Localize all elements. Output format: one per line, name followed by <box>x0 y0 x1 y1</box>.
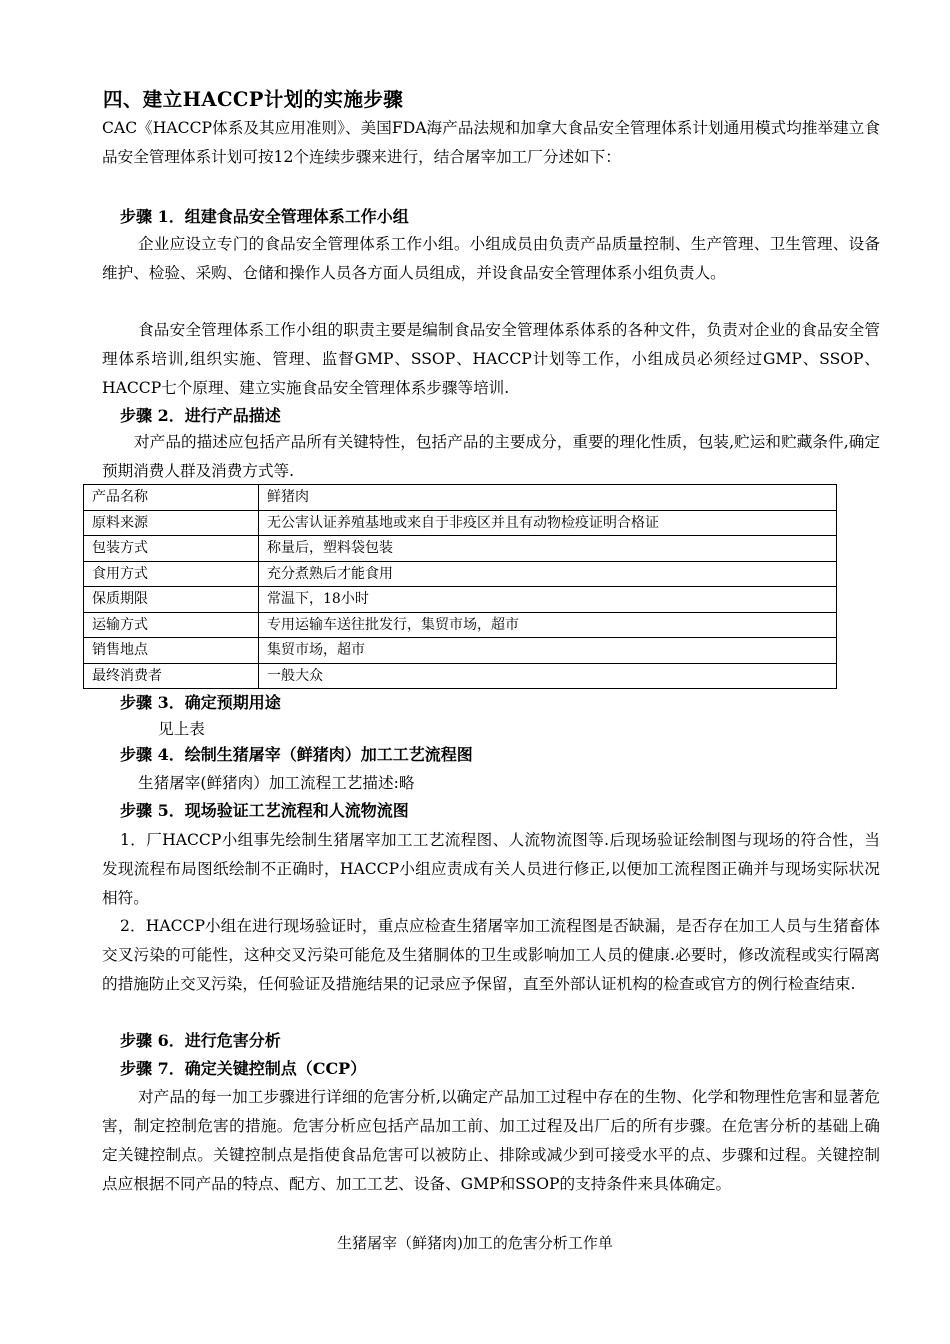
step-2-paragraph: 对产品的描述应包括产品所有关键特性，包括产品的主要成分，重要的理化性质，包装,贮运和贮藏条件,确定预期消费人群及消费方式等. <box>102 433 880 480</box>
table-row <box>84 612 837 638</box>
step-5-paragraph-2: 2．HACCP小组在进行现场验证时，重点应检查生猪屠宰加工流程图是否缺漏，是否存在加工人员与生猪畜体交叉污染的可能性，这种交叉污染可能危及生猪胴体的卫生或影响加工人员的健康.必要时，修改流程或实行隔离的措施防止交叉污染，任何验证及措施结果的记录应予保留，直至外部认证机构的检查或官方的例行检查结束. <box>102 917 880 993</box>
step-1-heading: 步骤 1．组建食品安全管理体系工作小组 <box>120 207 409 226</box>
table-row <box>84 485 837 511</box>
step-4-text: 生猪屠宰(鲜猪肉）加工流程工艺描述:略 <box>138 774 415 792</box>
table-cell-label: 产品名称 <box>84 485 259 511</box>
step-3-text: 见上表 <box>158 720 205 738</box>
step-5-heading: 步骤 5．现场验证工艺流程和人流物流图 <box>120 801 409 820</box>
table-row <box>84 587 837 613</box>
table-cell-value: 一般大众 <box>259 663 837 689</box>
table-row <box>84 638 837 664</box>
table-cell-value: 专用运输车送往批发行，集贸市场，超市 <box>259 612 837 638</box>
step-4-heading: 步骤 4．绘制生猪屠宰（鲜猪肉）加工工艺流程图 <box>120 745 473 764</box>
table-cell-value: 常温下，18小时 <box>259 587 837 613</box>
table-cell-label: 最终消费者 <box>84 663 259 689</box>
step-7-heading: 步骤 7．确定关键控制点（CCP） <box>120 1059 367 1078</box>
intro-paragraph: CAC《HACCP体系及其应用准则》、美国FDA海产品法规和加拿大食品安全管理体系计划通用模式均推举建立食品安全管理体系计划可按12个连续步骤来进行，结合屠宰加工厂分述如下： <box>102 119 880 166</box>
table-cell-label: 销售地点 <box>84 638 259 664</box>
table-cell-value: 鲜猪肉 <box>259 485 837 511</box>
step-5-paragraph-1: 1．厂HACCP小组事先绘制生猪屠宰加工工艺流程图、人流物流图等.后现场验证绘制图与现场的符合性，当发现流程布局图纸绘制不正确时，HACCP小组应责成有关人员进行修正,以便加工流程图正确并与现场实际状况相符。 <box>102 831 880 907</box>
section-title: 四、建立HACCP计划的实施步骤 <box>103 88 404 111</box>
table-caption: 生猪屠宰（鲜猪肉)加工的危害分析工作单 <box>337 1234 613 1252</box>
table-cell-label: 运输方式 <box>84 612 259 638</box>
step-1-paragraph-2: 食品安全管理体系工作小组的职责主要是编制食品安全管理体系体系的各种文件，负责对企业的食品安全管理体系培训,组织实施、管理、监督GMP、SSOP、HACCP计划等工作，小组成员必须经过GMP、SSOP、HACCP七个原理、建立实施食品安全管理体系步骤等培训. <box>102 321 880 397</box>
table-row <box>84 510 837 536</box>
table-cell-value: 称量后，塑料袋包装 <box>259 536 837 562</box>
step-2-heading: 步骤 2．进行产品描述 <box>120 406 281 425</box>
table-row <box>84 561 837 587</box>
table-cell-value: 集贸市场，超市 <box>259 638 837 664</box>
step-6-heading: 步骤 6．进行危害分析 <box>120 1031 281 1050</box>
product-description-table <box>83 484 837 689</box>
table-cell-label: 食用方式 <box>84 561 259 587</box>
step-3-heading: 步骤 3．确定预期用途 <box>120 693 281 712</box>
step-1-paragraph-1: 企业应设立专门的食品安全管理体系工作小组。小组成员由负责产品质量控制、生产管理、卫生管理、设备维护、检验、采购、仓储和操作人员各方面人员组成，并设食品安全管理体系小组负责人。 <box>102 235 880 282</box>
table-cell-label: 原料来源 <box>84 510 259 536</box>
step-7-paragraph: 对产品的每一加工步骤进行详细的危害分析,以确定产品加工过程中存在的生物、化学和物理性危害和显著危害，制定控制危害的措施。危害分析应包括产品加工前、加工过程及出厂后的所有步骤。在危害分析的基础上确定关键控制点。关键控制点是指使食品危害可以被防止、排除或减少到可接受水平的点、步骤和过程。关键控制点应根据不同产品的特点、配方、加工工艺、设备、GMP和SSOP的支持条件来具体确定。 <box>102 1088 880 1193</box>
table-cell-value: 充分煮熟后才能食用 <box>259 561 837 587</box>
table-cell-label: 包装方式 <box>84 536 259 562</box>
table-row <box>84 536 837 562</box>
table-row <box>84 663 837 689</box>
table-cell-value: 无公害认证养殖基地或来自于非疫区并且有动物检疫证明合格证 <box>259 510 837 536</box>
table-cell-label: 保质期限 <box>84 587 259 613</box>
